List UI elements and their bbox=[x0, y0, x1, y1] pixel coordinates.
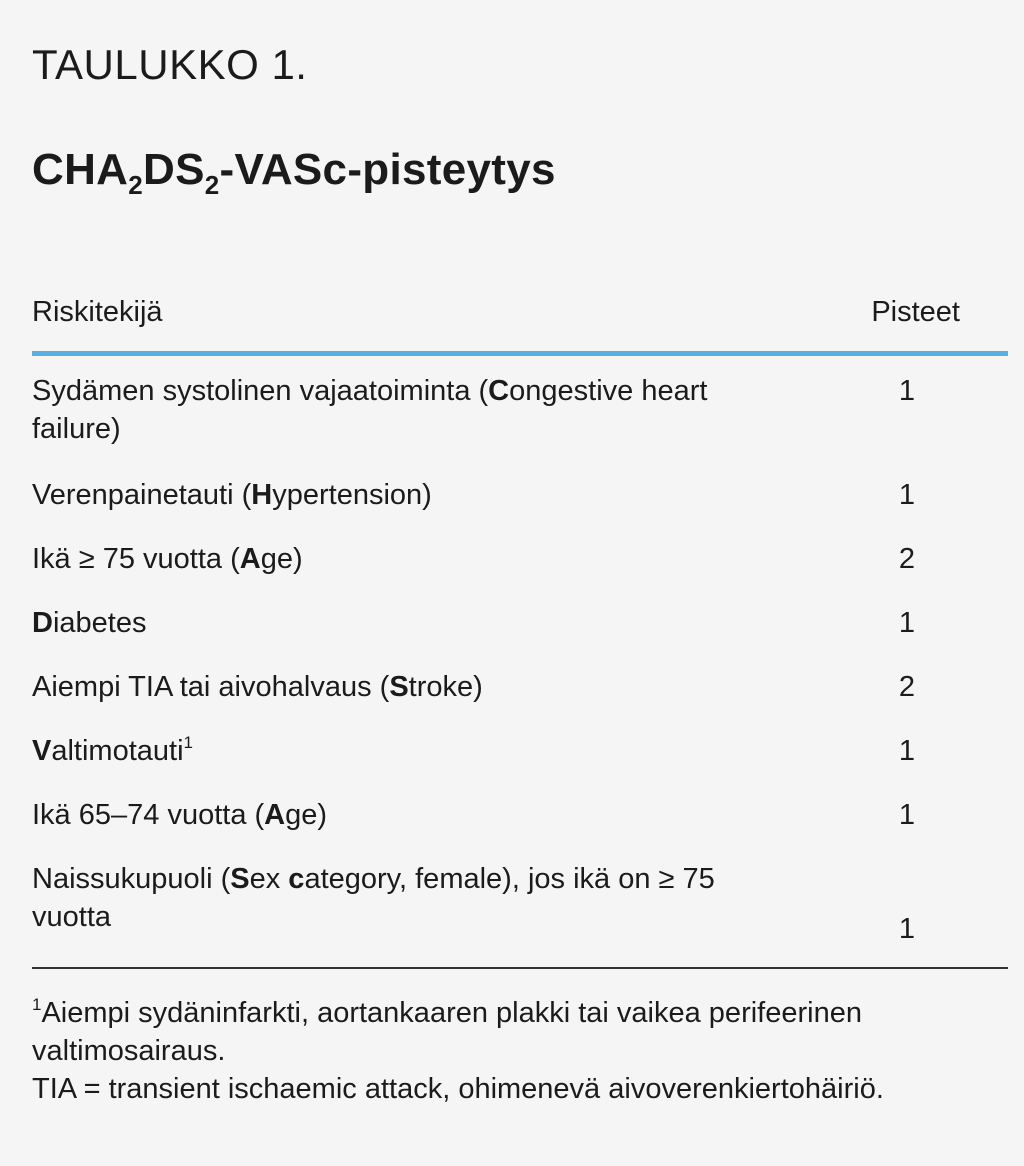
risk-factor-cell bbox=[32, 796, 772, 834]
title-part-1: CHA bbox=[32, 145, 129, 194]
risk-factor-cell bbox=[32, 860, 752, 936]
points-cell: 2 bbox=[898, 671, 916, 703]
risk-factor-letter: H bbox=[251, 479, 273, 511]
points-cell: 1 bbox=[898, 375, 916, 407]
table-row bbox=[32, 540, 1008, 604]
risk-factor-letter: c bbox=[288, 863, 305, 895]
title-subscript-2: 2 bbox=[204, 170, 220, 200]
points-cell: 1 bbox=[898, 735, 916, 767]
risk-factor-cell bbox=[32, 476, 772, 514]
table-row bbox=[32, 796, 1008, 860]
risk-factor-text: ategory, female), jos ikä on ≥ 75 vuotta bbox=[32, 863, 715, 933]
risk-factor-cell bbox=[32, 668, 772, 706]
column-header-risk-factor: Riskitekijä bbox=[32, 296, 163, 328]
points-cell: 1 bbox=[898, 913, 916, 945]
table-row bbox=[32, 372, 1008, 476]
table-row bbox=[32, 732, 1008, 796]
risk-factor-letter: C bbox=[488, 375, 510, 407]
risk-factor-text: Verenpainetauti ( bbox=[32, 479, 252, 511]
risk-factor-letter: D bbox=[32, 607, 53, 639]
document-page bbox=[32, 0, 1008, 1166]
risk-factor-text: altimotauti bbox=[51, 735, 184, 767]
risk-factor-text: ge) bbox=[285, 799, 328, 831]
table-body bbox=[32, 372, 1008, 948]
points-cell: 1 bbox=[898, 479, 916, 511]
points-cell: 2 bbox=[898, 543, 916, 575]
risk-factor-cell bbox=[32, 540, 772, 578]
risk-factor-text: Ikä ≥ 75 vuotta ( bbox=[32, 543, 240, 575]
footnote-1 bbox=[32, 994, 992, 1070]
risk-factor-letter: A bbox=[239, 543, 261, 575]
risk-factor-letter: V bbox=[32, 735, 52, 767]
risk-factor-text: ongestive heart failure) bbox=[32, 375, 708, 445]
table-bottom-divider bbox=[32, 967, 1008, 969]
footnote-marker: 1 bbox=[32, 995, 42, 1014]
table-row bbox=[32, 476, 1008, 540]
footnote-marker: 1 bbox=[183, 733, 193, 752]
title-subscript-1: 2 bbox=[128, 170, 143, 200]
header-divider bbox=[32, 351, 1008, 356]
footnotes bbox=[32, 994, 992, 1108]
risk-factor-text: Aiempi TIA tai aivohalvaus ( bbox=[32, 671, 390, 703]
table-row bbox=[32, 860, 1008, 948]
risk-factor-text: ge) bbox=[260, 543, 303, 575]
title-part-2: DS bbox=[143, 145, 205, 194]
column-header-points: Pisteet bbox=[871, 296, 960, 328]
risk-factor-letter: S bbox=[230, 863, 250, 895]
footnote-2: TIA = transient ischaemic attack, ohimenevä aivoverenkiertohäiriö. bbox=[32, 1073, 884, 1105]
table-label: TAULUKKO 1. bbox=[32, 41, 308, 88]
risk-factor-text: ypertension) bbox=[272, 479, 432, 511]
risk-factor-cell bbox=[32, 372, 772, 448]
risk-factor-letter: A bbox=[264, 799, 286, 831]
table-title bbox=[32, 145, 556, 200]
risk-factor-cell bbox=[32, 604, 772, 642]
table-row bbox=[32, 668, 1008, 732]
risk-factor-text: Naissukupuoli ( bbox=[32, 863, 231, 895]
points-cell: 1 bbox=[898, 607, 916, 639]
footnote-text: Aiempi sydäninfarkti, aortankaaren plakki tai vaikea perifeerinen valtimosairaus. bbox=[32, 997, 862, 1067]
table-row bbox=[32, 604, 1008, 668]
risk-factor-text: ex bbox=[249, 863, 289, 895]
risk-factor-cell bbox=[32, 732, 772, 770]
risk-factor-letter: S bbox=[389, 671, 409, 703]
points-cell: 1 bbox=[898, 799, 916, 831]
risk-factor-text: Ikä 65–74 vuotta ( bbox=[32, 799, 265, 831]
risk-factor-text: troke) bbox=[408, 671, 483, 703]
risk-factor-text: iabetes bbox=[52, 607, 147, 639]
title-part-3: -VASc-pisteytys bbox=[219, 145, 556, 194]
risk-factor-text: Sydämen systolinen vajaatoiminta ( bbox=[32, 375, 489, 407]
